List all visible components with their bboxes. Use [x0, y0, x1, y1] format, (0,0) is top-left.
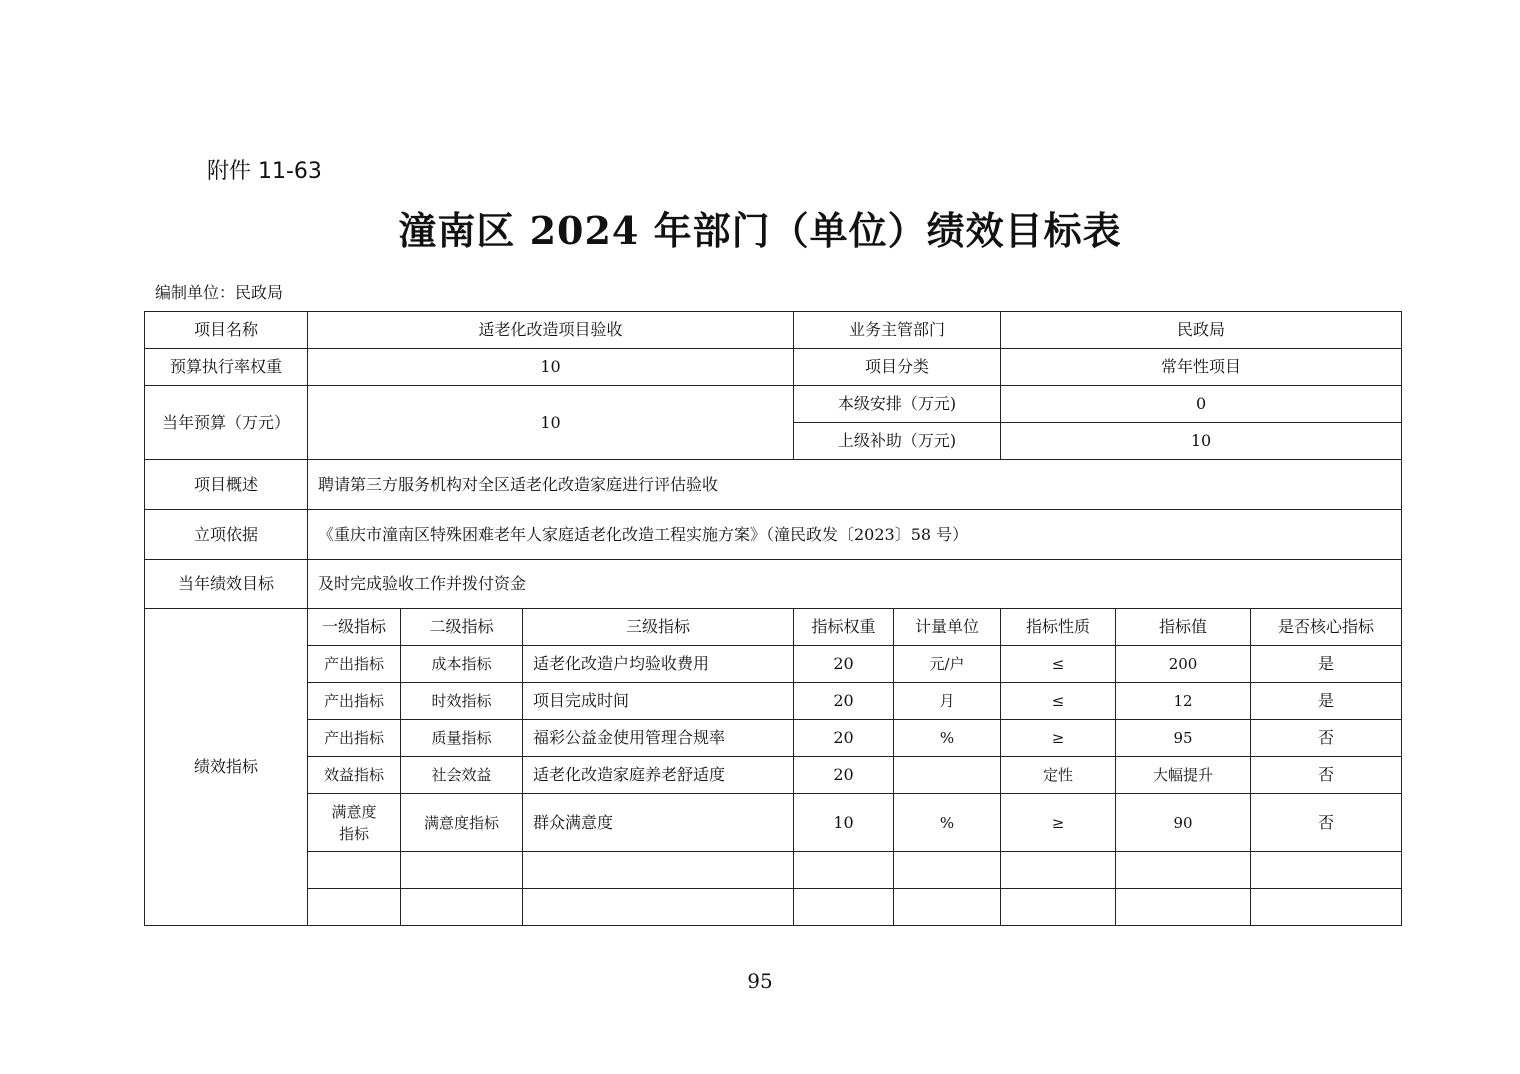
cell-level2: 成本指标	[401, 646, 523, 683]
cell-value: 90	[1116, 794, 1251, 852]
cell-level1-line1: 满意度	[331, 802, 377, 821]
local-budget-label: 本级安排（万元)	[794, 386, 1001, 423]
cell-level3: 福彩公益金使用管理合规率	[523, 720, 794, 757]
indicator-header-row	[145, 609, 1402, 646]
table-row	[145, 646, 1402, 683]
header-level2: 二级指标	[401, 609, 523, 646]
cell-unit: 元/户	[894, 646, 1001, 683]
cell-core: 是	[1251, 683, 1402, 720]
compiler-line	[155, 281, 283, 305]
project-name-label: 项目名称	[145, 312, 308, 349]
header-value: 指标值	[1116, 609, 1251, 646]
row-project-name	[145, 312, 1402, 349]
basis-label: 立项依据	[145, 510, 308, 560]
cell-weight: 20	[794, 757, 894, 794]
empty-row	[145, 852, 1402, 889]
cell-level2: 社会效益	[401, 757, 523, 794]
cell-weight: 20	[794, 683, 894, 720]
cell-weight: 20	[794, 720, 894, 757]
cell-nature: 定性	[1001, 757, 1116, 794]
exec-weight-label: 预算执行率权重	[145, 349, 308, 386]
header-level3: 三级指标	[523, 609, 794, 646]
header-unit: 计量单位	[894, 609, 1001, 646]
basis-value: 《重庆市潼南区特殊困难老年人家庭适老化改造工程实施方案》（潼民政发〔2023〕58 号）	[308, 510, 1402, 560]
cell-level3: 项目完成时间	[523, 683, 794, 720]
cell-level3: 群众满意度	[523, 794, 794, 852]
cell-core: 是	[1251, 646, 1402, 683]
indicators-section-label: 绩效指标	[145, 609, 308, 926]
category-label: 项目分类	[794, 349, 1001, 386]
department-label: 业务主管部门	[794, 312, 1001, 349]
cell-level1: 产出指标	[308, 646, 401, 683]
upper-subsidy-value: 10	[1001, 423, 1402, 460]
cell-unit: 月	[894, 683, 1001, 720]
budget-value: 10	[308, 386, 794, 460]
table-row	[145, 757, 1402, 794]
header-core: 是否核心指标	[1251, 609, 1402, 646]
cell-nature: ≤	[1001, 646, 1116, 683]
header-nature: 指标性质	[1001, 609, 1116, 646]
cell-nature: ≥	[1001, 720, 1116, 757]
table-row	[145, 794, 1402, 852]
compiler-value: 民政局	[235, 283, 284, 302]
cell-level1: 产出指标	[308, 720, 401, 757]
cell-level2: 时效指标	[401, 683, 523, 720]
attachment-label: 附件 11-63	[207, 159, 322, 184]
cell-value: 200	[1116, 646, 1251, 683]
cell-value: 12	[1116, 683, 1251, 720]
row-exec-weight	[145, 349, 1402, 386]
cell-level3: 适老化改造户均验收费用	[523, 646, 794, 683]
cell-value: 95	[1116, 720, 1251, 757]
page-number: 95	[747, 969, 773, 993]
cell-unit: %	[894, 794, 1001, 852]
local-budget-value: 0	[1001, 386, 1402, 423]
budget-label: 当年预算（万元）	[145, 386, 308, 460]
table-row	[145, 683, 1402, 720]
cell-level2: 满意度指标	[401, 794, 523, 852]
cell-nature: ≤	[1001, 683, 1116, 720]
row-basis	[145, 510, 1402, 560]
row-budget-local	[145, 386, 1402, 423]
header-weight: 指标权重	[794, 609, 894, 646]
department-value: 民政局	[1001, 312, 1402, 349]
row-goal	[145, 560, 1402, 609]
row-overview	[145, 460, 1402, 510]
cell-core: 否	[1251, 794, 1402, 852]
project-name-value: 适老化改造项目验收	[308, 312, 794, 349]
cell-level1-line2: 指标	[338, 824, 369, 843]
empty-row	[145, 889, 1402, 926]
table-row	[145, 720, 1402, 757]
header-level1: 一级指标	[308, 609, 401, 646]
performance-target-table	[144, 311, 1402, 926]
cell-unit: %	[894, 720, 1001, 757]
cell-core: 否	[1251, 757, 1402, 794]
cell-weight: 10	[794, 794, 894, 852]
cell-level1: 效益指标	[308, 757, 401, 794]
cell-weight: 20	[794, 646, 894, 683]
upper-subsidy-label: 上级补助（万元)	[794, 423, 1001, 460]
exec-weight-value: 10	[308, 349, 794, 386]
cell-level3: 适老化改造家庭养老舒适度	[523, 757, 794, 794]
cell-unit	[894, 757, 1001, 794]
compiler-label: 编制单位：	[155, 283, 236, 302]
category-value: 常年性项目	[1001, 349, 1402, 386]
cell-level1: 产出指标	[308, 683, 401, 720]
cell-core: 否	[1251, 720, 1402, 757]
page-title: 潼南区 2024 年部门（单位）绩效目标表	[398, 208, 1122, 253]
cell-level1	[308, 794, 401, 852]
cell-level2: 质量指标	[401, 720, 523, 757]
overview-value: 聘请第三方服务机构对全区适老化改造家庭进行评估验收	[308, 460, 1402, 510]
goal-label: 当年绩效目标	[145, 560, 308, 609]
cell-nature: ≥	[1001, 794, 1116, 852]
goal-value: 及时完成验收工作并拨付资金	[308, 560, 1402, 609]
overview-label: 项目概述	[145, 460, 308, 510]
cell-value: 大幅提升	[1116, 757, 1251, 794]
